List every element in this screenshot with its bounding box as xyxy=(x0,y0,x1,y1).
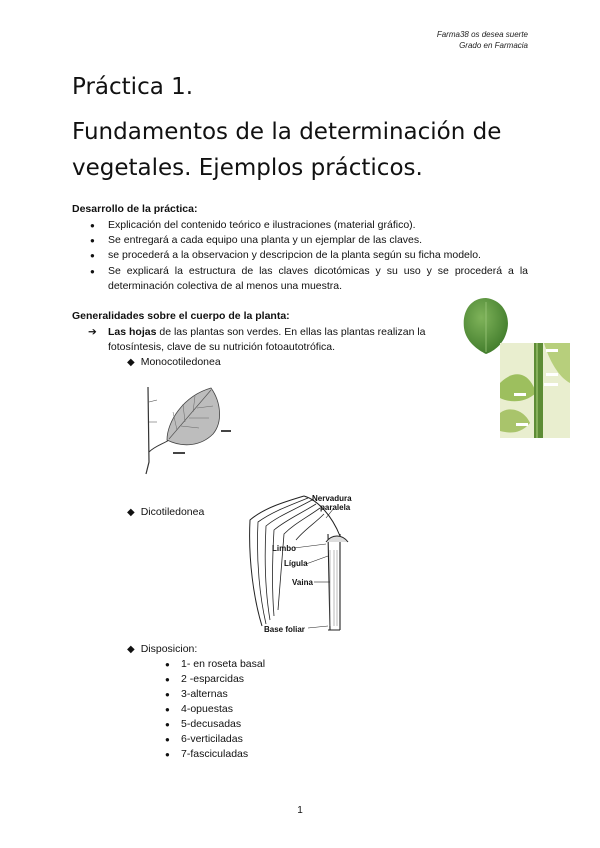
hojas-text: de las plantas son verdes. En ellas las plantas realizan la fotosíntesis, clave de su nutrición fotoautotrófica. xyxy=(108,326,426,353)
dico-label: Dicotiledonea xyxy=(140,506,205,518)
label-limbo: Limbo xyxy=(272,544,296,553)
leaf-drawing xyxy=(143,382,238,477)
hojas-bold: Las hojas xyxy=(108,326,157,338)
list-item: ● 7-fasciculadas xyxy=(165,747,265,762)
mono-label: Monocotiledonea xyxy=(140,356,221,368)
list-item: ● 1- en roseta basal xyxy=(165,657,265,672)
page-number: 1 xyxy=(297,805,303,816)
list-item: ● Se explicará la estructura de las claves dicotómicas y su uso y se procederá a la determinación colectiva de al menos una muestra. xyxy=(88,264,528,294)
mono-item xyxy=(127,356,221,368)
list-item: ● se procederá a la observacion y descripcion de la planta según su ficha modelo. xyxy=(88,248,528,263)
hojas-paragraph xyxy=(88,325,448,355)
label-vaina: Vaina xyxy=(292,578,313,587)
list-item: ● 3-alternas xyxy=(165,687,265,702)
disposicion-label: Disposicion: xyxy=(140,643,198,655)
label-base-foliar: Base foliar xyxy=(264,625,305,634)
list-item: ● 4-opuestas xyxy=(165,702,265,717)
list-item: ● 5-decusadas xyxy=(165,717,265,732)
arrow-icon: ➔ xyxy=(88,326,97,338)
disposicion-list xyxy=(165,657,265,762)
generalidades-heading: Generalidades sobre el cuerpo de la planta: xyxy=(72,310,290,322)
list-item: ● Se entregará a cada equipo una planta y un ejemplar de las claves. xyxy=(88,233,528,248)
diamond-icon: ◆ xyxy=(127,507,135,518)
list-item: ● 6-verticiladas xyxy=(165,732,265,747)
dico-item xyxy=(127,506,204,518)
label-nervadura: Nervadura xyxy=(312,494,352,503)
diamond-icon: ◆ xyxy=(127,357,135,368)
disposicion-item xyxy=(127,643,197,655)
label-ligula: Lígula xyxy=(284,559,308,568)
desarrollo-list xyxy=(88,218,528,294)
header-line-1: Farma38 os desea suerte xyxy=(436,30,528,39)
desarrollo-heading: Desarrollo de la práctica: xyxy=(72,203,198,215)
list-item: ● Explicación del contenido teórico e ilustraciones (material gráfico). xyxy=(88,218,528,233)
sheath-drawing xyxy=(244,490,374,638)
header-line-2: Grado en Farmacia xyxy=(459,41,528,50)
label-paralela: paralela xyxy=(320,503,351,512)
diamond-icon: ◆ xyxy=(127,644,135,655)
stem-photo xyxy=(500,343,570,438)
title-fundamentos: Fundamentos de la determinación de vegetales. Ejemplos prácticos. xyxy=(72,119,502,181)
list-item: ● 2 -esparcidas xyxy=(165,672,265,687)
title-practica: Práctica 1. xyxy=(72,74,194,100)
